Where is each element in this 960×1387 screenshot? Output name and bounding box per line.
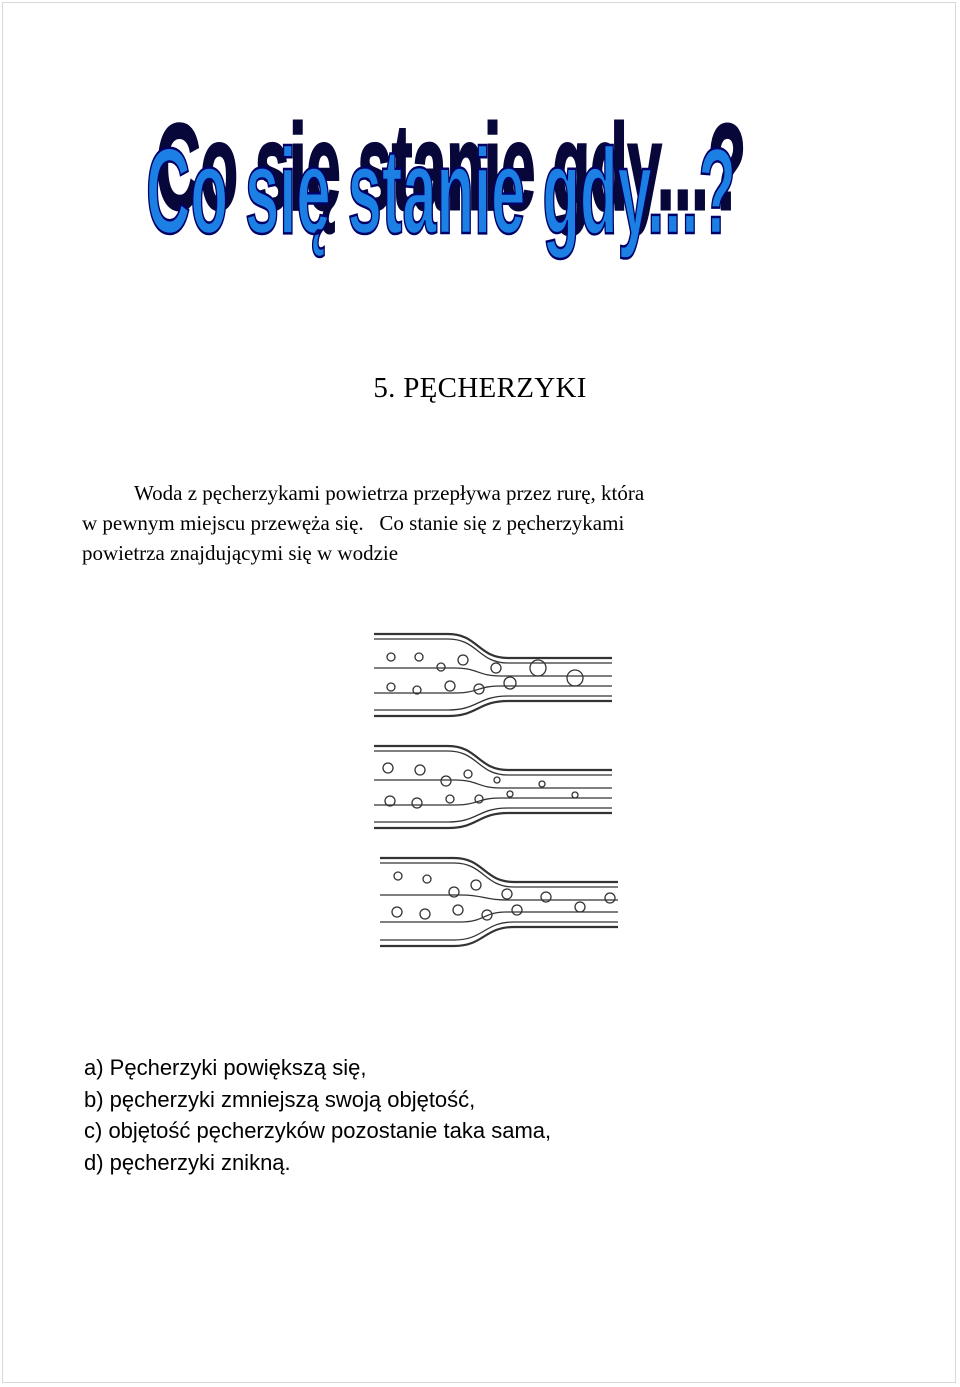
streamline: [374, 798, 612, 805]
bubble: [420, 909, 430, 919]
bubble: [575, 902, 585, 912]
bubble: [458, 655, 468, 665]
streamline: [380, 895, 618, 900]
bubble: [441, 776, 451, 786]
page-title: 5. PĘCHERZYKI: [373, 372, 587, 404]
bubble: [446, 795, 454, 803]
question-line: Woda z pęcherzykami powietrza przepływa przez rurę, która: [134, 481, 645, 505]
bubble: [494, 777, 500, 783]
bubble: [502, 889, 512, 899]
bubble: [539, 781, 545, 787]
bubble: [394, 872, 402, 880]
pipe-panel-2: [374, 746, 612, 828]
bubble: [412, 798, 422, 808]
answer-option-d[interactable]: d) pęcherzyki znikną.: [84, 1149, 291, 1175]
question-line: powietrza znajdującymi się w wodzie: [82, 541, 399, 565]
bubble: [453, 905, 463, 915]
bubble: [504, 677, 516, 689]
pipe-wall-top: [380, 863, 618, 887]
streamline: [374, 780, 612, 788]
pipe-wall-top: [374, 639, 612, 663]
bubble: [415, 653, 423, 661]
bubble: [415, 765, 425, 775]
streamline: [380, 912, 618, 922]
bubble: [383, 763, 393, 773]
bubble: [464, 770, 472, 778]
pipe-wall-top: [374, 634, 612, 658]
pipe-wall-bottom: [374, 813, 612, 828]
wordart-title-banner: [140, 105, 780, 290]
bubble: [605, 893, 615, 903]
answer-options: [84, 1052, 784, 1178]
bubble: [512, 905, 522, 915]
pipe-wall-bottom: [380, 922, 618, 940]
pipe-wall-bottom: [380, 927, 618, 946]
bubble: [445, 681, 455, 691]
bubble: [572, 792, 578, 798]
bubble: [392, 907, 402, 917]
pipe-wall-top: [380, 858, 618, 882]
answer-option-b[interactable]: b) pęcherzyki zmniejszą swoją objętość,: [84, 1086, 476, 1112]
bubble: [423, 875, 431, 883]
wordart-main-text: Co się stanie gdy...?: [146, 123, 736, 259]
bubble: [471, 880, 481, 890]
pipe-wall-top: [374, 751, 612, 775]
bubble: [491, 663, 501, 673]
wordart-shadow-text: Co się stanie gdy...?: [156, 105, 746, 235]
pipe-bubbles-diagram: [360, 620, 630, 960]
answer-option-c[interactable]: c) objętość pęcherzyków pozostanie taka sama,: [84, 1118, 552, 1143]
bubble: [387, 683, 395, 691]
bubble: [387, 653, 395, 661]
bubble: [437, 663, 445, 671]
pipe-wall-bottom: [374, 701, 612, 716]
bubble: [567, 670, 583, 686]
question-paragraph: [82, 478, 872, 568]
answer-option-a[interactable]: a) Pęcherzyki powiększą się,: [84, 1055, 367, 1080]
streamline: [374, 686, 612, 693]
question-line: w pewnym miejscu przewęża się. Co stanie się z pęcherzykami: [82, 511, 625, 535]
pipe-panel-1: [374, 634, 612, 716]
bubble: [507, 791, 513, 797]
pipe-wall-top: [374, 746, 612, 770]
pipe-panel-3: [380, 858, 618, 946]
